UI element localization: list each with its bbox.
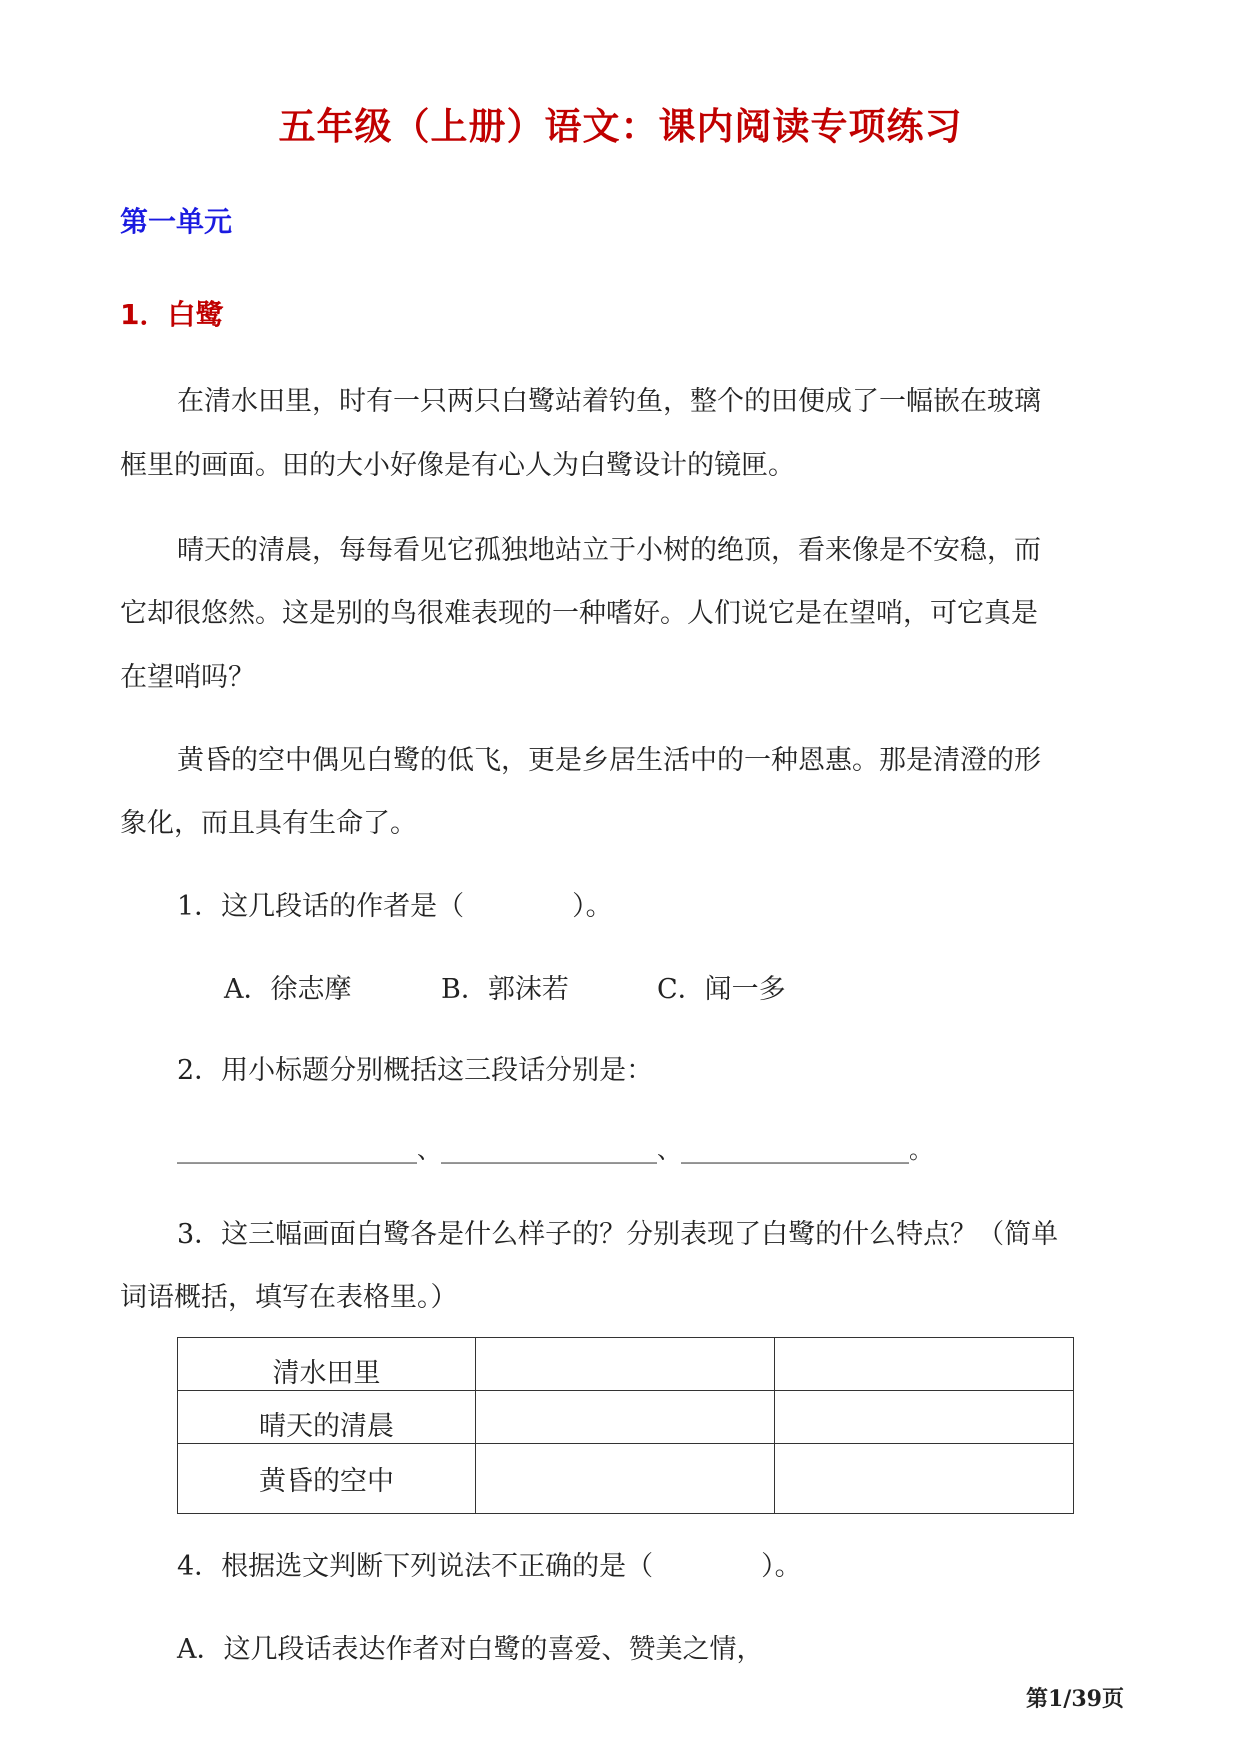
q4-option-a: A．这几段话表达作者对白鹭的喜爱、赞美之情， <box>177 1634 764 1665</box>
passage-line-1: 在清水田里，时有一只两只白鹭站着钓鱼，整个的田便成了一幅嵌在玻璃 <box>177 386 1041 417</box>
table-row <box>178 1390 1074 1443</box>
lesson-heading: 1．白鹭 <box>120 298 224 331</box>
table-answer-cell <box>775 1338 1074 1391</box>
passage-line-2: 框里的画面。田的大小好像是有心人为白鹭设计的镜匣。 <box>120 450 795 481</box>
table-row-label: 晴天的清晨 <box>178 1390 476 1443</box>
question-4: 4．根据选文判断下列说法不正确的是（ ）。 <box>177 1551 802 1582</box>
table-answer-cell <box>476 1338 775 1391</box>
table-row <box>178 1338 1074 1391</box>
passage-line-3: 晴天的清晨，每每看见它孤独地站立于小树的绝顶，看来像是不安稳，而 <box>177 535 1041 566</box>
table-answer-cell <box>775 1443 1074 1513</box>
q1-option-b: B．郭沫若 <box>441 974 569 1005</box>
table-answer-cell <box>775 1390 1074 1443</box>
page-title: 五年级（上册）语文：课内阅读专项练习 <box>278 105 963 148</box>
page-number: 第1/39页 <box>1026 1686 1124 1712</box>
passage-line-6: 黄昏的空中偶见白鹭的低飞，更是乡居生活中的一种恩惠。那是清澄的形 <box>177 745 1041 776</box>
answer-table <box>177 1337 1074 1514</box>
passage-line-7: 象化，而且具有生命了。 <box>120 808 417 839</box>
passage-line-4: 它却很悠然。这是别的鸟很难表现的一种嗜好。人们说它是在望哨，可它真是 <box>120 598 1038 629</box>
table-row <box>178 1443 1074 1513</box>
table-answer-cell <box>476 1390 775 1443</box>
table-row-label: 黄昏的空中 <box>178 1443 476 1513</box>
question-3-line-1: 3．这三幅画面白鹭各是什么样子的？分别表现了白鹭的什么特点？（简单 <box>177 1219 1059 1250</box>
passage-line-5: 在望哨吗？ <box>120 662 255 693</box>
table-row-label: 清水田里 <box>178 1338 476 1391</box>
question-2: 2．用小标题分别概括这三段话分别是： <box>177 1055 654 1086</box>
q1-option-c: C．闻一多 <box>657 974 786 1005</box>
table-answer-cell <box>476 1443 775 1513</box>
question-1: 1．这几段话的作者是（ ）。 <box>177 891 613 922</box>
unit-heading: 第一单元 <box>120 205 233 238</box>
question-3-line-2: 词语概括，填写在表格里。） <box>120 1282 458 1313</box>
q1-option-a: A．徐志摩 <box>224 974 352 1005</box>
q2-answer-blanks: ____________________、__________________、___________________。 <box>177 1136 933 1164</box>
